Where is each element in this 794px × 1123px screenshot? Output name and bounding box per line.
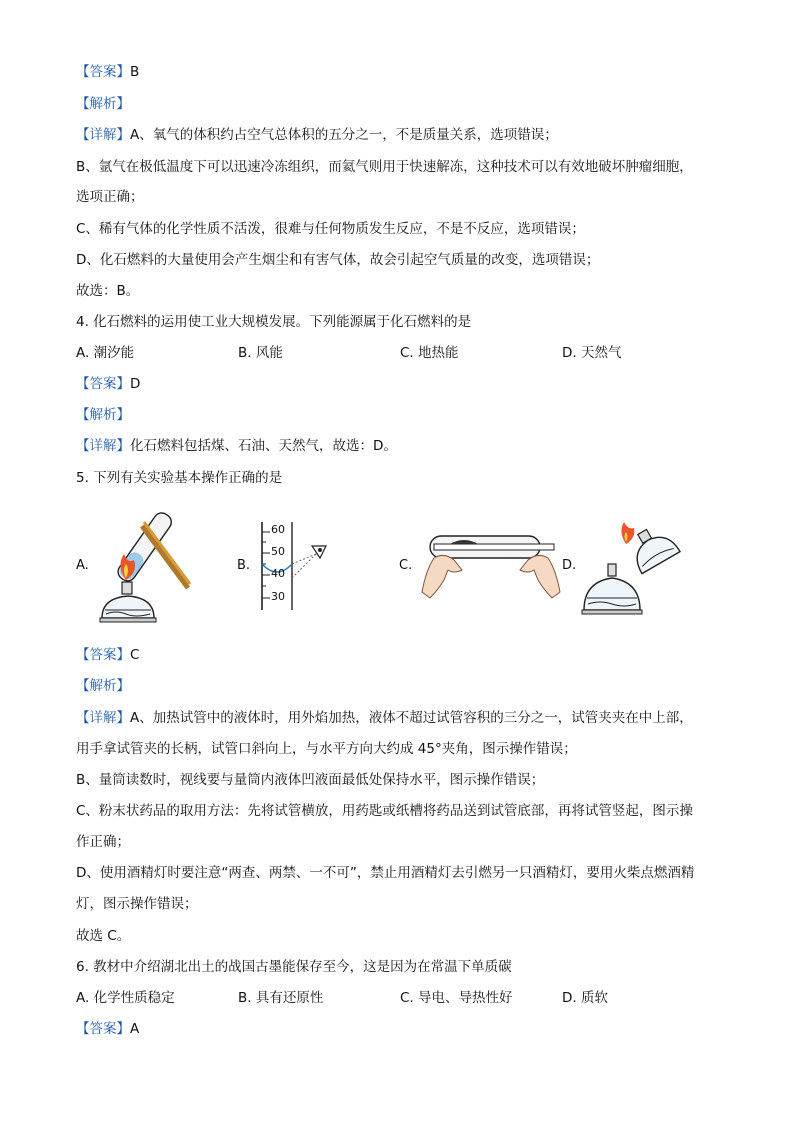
q3-detail-line — [76, 126, 558, 144]
q3-detail-line: 选项正确； — [76, 189, 144, 205]
q4-detail-line — [76, 437, 397, 455]
q5-analysis-tag — [76, 677, 130, 695]
q6-question: 6. 教材中介绍湖北出土的战国古墨能保存至今，这是因为在常温下单质碳 — [76, 959, 512, 975]
analysis-tag: 【解析】 — [76, 96, 130, 112]
tick-label: 60 — [271, 523, 285, 536]
q4-options — [76, 344, 716, 362]
option-b: B. 风能 — [238, 345, 283, 361]
analysis-tag: 【解析】 — [76, 678, 130, 694]
q4-question: 4. 化石燃料的运用使工业大规模发展。下列能源属于化石燃料的是 — [76, 314, 472, 330]
answer-value: A — [130, 1021, 140, 1037]
figure-d-two-lamps — [582, 514, 690, 620]
option-a: A. 潮汐能 — [76, 345, 135, 361]
figure-b-cylinder — [254, 518, 334, 614]
detail-text: A、加热试管中的液体时，用外焰加热，液体不超过试管容积的三分之一，试管夹夹在中上部， — [130, 710, 693, 726]
tick-label: 40 — [271, 567, 285, 580]
q5-conclusion: 故选 C。 — [76, 928, 131, 944]
answer-tag: 【答案】 — [76, 647, 130, 663]
q3-detail-line: D、化石燃料的大量使用会产生烟尘和有害气体，故会引起空气质量的改变，选项错误； — [76, 252, 600, 268]
figure-c-powder-tube — [420, 530, 562, 600]
detail-text: 化石燃料包括煤、石油、天然气，故选：D。 — [130, 438, 397, 454]
tick-label: 30 — [271, 590, 285, 603]
option-d: D. 天然气 — [562, 345, 622, 361]
q3-conclusion: 故选：B。 — [76, 283, 140, 299]
detail-tag: 【详解】 — [76, 127, 130, 143]
answer-value: D — [130, 376, 141, 392]
q4-analysis-tag — [76, 406, 130, 424]
q5-detail-line: B、量筒读数时，视线要与量筒内液体凹液面最低处保持水平，图示操作错误； — [76, 772, 545, 788]
figure-c-label: C. — [399, 558, 413, 573]
answer-tag: 【答案】 — [76, 64, 130, 80]
detail-tag: 【详解】 — [76, 710, 130, 726]
detail-tag: 【详解】 — [76, 438, 130, 454]
q5-detail-line: C、粉末状药品的取用方法：先将试管横放，用药匙或纸槽将药品送到试管底部，再将试管竖起，图示操 — [76, 803, 693, 819]
q5-detail-line: 作正确； — [76, 834, 130, 850]
figure-a-label: A. — [76, 558, 89, 573]
option-c: C. 地热能 — [400, 345, 459, 361]
tick-label: 50 — [271, 545, 285, 558]
q5-detail-line: 用手拿试管夹的长柄，试管口斜向上，与水平方向大约成 45°夹角，图示操作错误； — [76, 741, 577, 757]
answer-tag: 【答案】 — [76, 1021, 130, 1037]
q3-analysis-tag — [76, 95, 130, 113]
answer-tag: 【答案】 — [76, 376, 130, 392]
q5-detail-line: D、使用酒精灯时要注意“两查、两禁、一不可”，禁止用酒精灯去引燃另一只酒精灯，要用火柴点燃酒精 — [76, 865, 695, 881]
q5-detail-line: 灯，图示操作错误； — [76, 896, 198, 912]
answer-value: B — [130, 64, 140, 80]
option-b: B. 具有还原性 — [238, 990, 324, 1006]
figure-d-label: D. — [562, 558, 577, 573]
figure-a-heating-tube — [92, 506, 196, 630]
analysis-tag: 【解析】 — [76, 407, 130, 423]
figure-b-label: B. — [237, 558, 251, 573]
option-a: A. 化学性质稳定 — [76, 990, 175, 1006]
option-c: C. 导电、导热性好 — [400, 990, 513, 1006]
q5-detail-line — [76, 709, 693, 727]
option-d: D. 质软 — [562, 990, 608, 1006]
q5-answer — [76, 646, 139, 664]
q3-detail-line: C、稀有气体的化学性质不活泼，很难与任何物质发生反应，不是不反应，选项错误； — [76, 221, 585, 237]
q6-answer — [76, 1020, 139, 1038]
q6-options — [76, 989, 716, 1007]
q5-question: 5. 下列有关实验基本操作正确的是 — [76, 470, 283, 486]
q3-answer — [76, 63, 139, 81]
q3-detail-line: B、氩气在极低温度下可以迅速冷冻组织，而氦气则用于快速解冻，这种技术可以有效地破坏肿瘤细胞， — [76, 159, 693, 175]
q4-answer — [76, 375, 140, 393]
answer-value: C — [130, 647, 140, 663]
detail-text: A、氧气的体积约占空气总体积的五分之一，不是质量关系，选项错误； — [130, 127, 558, 143]
